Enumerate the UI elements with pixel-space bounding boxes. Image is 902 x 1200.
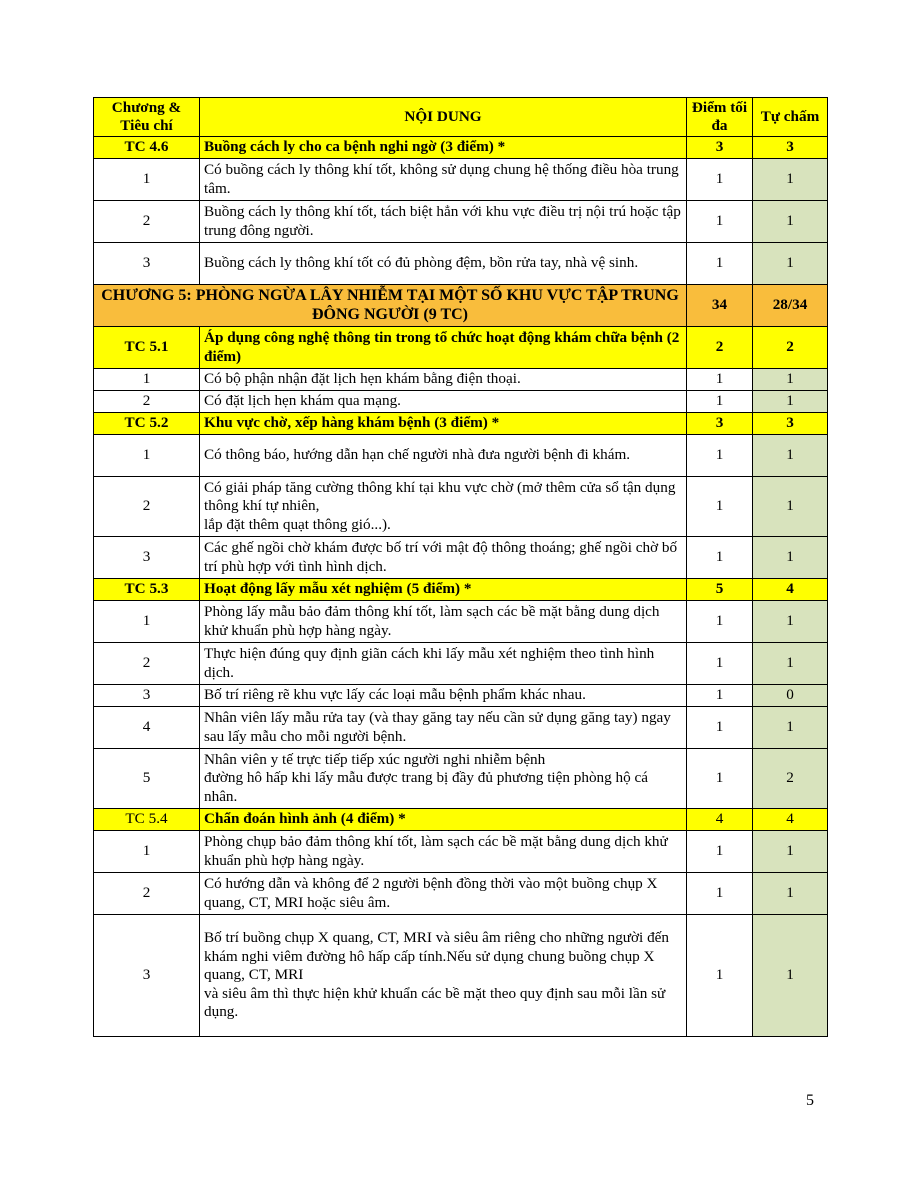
row-label: 1 (94, 435, 200, 477)
row-label: 2 (94, 391, 200, 413)
table-header-row (94, 98, 828, 137)
row-label: TC 5.1 (94, 327, 200, 369)
max-score: 1 (687, 243, 753, 285)
header-chapter-criteria: Chương & Tiêu chí (94, 98, 200, 137)
row-content: Các ghế ngồi chờ khám được bố trí với mật độ thông thoáng; ghế ngồi chờ bố trí phù hợp với tình hình dịch. (200, 537, 687, 579)
self-score: 1 (753, 537, 828, 579)
row-content: Áp dụng công nghệ thông tin trong tổ chức hoạt động khám chữa bệnh (2 điểm) (200, 327, 687, 369)
max-score: 1 (687, 435, 753, 477)
row-content: Có hướng dẫn và không để 2 người bệnh đồng thời vào một buồng chụp X quang, CT, MRI hoặc siêu âm. (200, 873, 687, 915)
row-label: TC 5.4 (94, 809, 200, 831)
table-row (94, 477, 828, 537)
self-score: 1 (753, 435, 828, 477)
row-content: Có giải pháp tăng cường thông khí tại khu vực chờ (mở thêm cửa sổ tận dụng thông khí tự nhiên, lắp đặt thêm quạt thông gió...). (200, 477, 687, 537)
max-score: 1 (687, 915, 753, 1037)
criterion-row (94, 137, 828, 159)
row-content: Buồng cách ly thông khí tốt, tách biệt hẳn với khu vực điều trị nội trú hoặc tập trung đông người. (200, 201, 687, 243)
criterion-row (94, 579, 828, 601)
criterion-row (94, 413, 828, 435)
table-row (94, 369, 828, 391)
row-label: 1 (94, 831, 200, 873)
max-score: 1 (687, 601, 753, 643)
max-score: 34 (687, 285, 753, 327)
self-score: 1 (753, 243, 828, 285)
row-label: 1 (94, 159, 200, 201)
row-label: 3 (94, 537, 200, 579)
row-label: 2 (94, 201, 200, 243)
max-score: 2 (687, 327, 753, 369)
self-score: 1 (753, 369, 828, 391)
self-score: 4 (753, 809, 828, 831)
self-score: 1 (753, 159, 828, 201)
row-content: Nhân viên lấy mẫu rửa tay (và thay găng tay nếu cần sử dụng găng tay) ngay sau lấy mẫu cho mỗi người bệnh. (200, 707, 687, 749)
max-score: 1 (687, 369, 753, 391)
row-content: Chẩn đoán hình ảnh (4 điểm) * (200, 809, 687, 831)
self-score: 1 (753, 601, 828, 643)
self-score: 1 (753, 707, 828, 749)
self-score: 28/34 (753, 285, 828, 327)
table-row (94, 601, 828, 643)
max-score: 1 (687, 685, 753, 707)
chapter-row (94, 285, 828, 327)
self-score: 1 (753, 201, 828, 243)
row-content: Phòng chụp bảo đảm thông khí tốt, làm sạch các bề mặt bằng dung dịch khử khuẩn phù hợp hàng ngày. (200, 831, 687, 873)
row-label: 3 (94, 915, 200, 1037)
row-content: Khu vực chờ, xếp hàng khám bệnh (3 điểm) * (200, 413, 687, 435)
self-score: 1 (753, 831, 828, 873)
row-label: 1 (94, 601, 200, 643)
max-score: 5 (687, 579, 753, 601)
header-content: NỘI DUNG (200, 98, 687, 137)
chapter-title: CHƯƠNG 5: PHÒNG NGỪA LÂY NHIỄM TẠI MỘT SỐ KHU VỰC TẬP TRUNG ĐÔNG NGƯỜI (9 TC) (94, 285, 687, 327)
row-label: 3 (94, 243, 200, 285)
max-score: 3 (687, 413, 753, 435)
max-score: 1 (687, 391, 753, 413)
row-label: 2 (94, 643, 200, 685)
self-score: 1 (753, 643, 828, 685)
self-score: 0 (753, 685, 828, 707)
self-score: 1 (753, 477, 828, 537)
table-row (94, 873, 828, 915)
self-score: 3 (753, 413, 828, 435)
row-content: Có buồng cách ly thông khí tốt, không sử dụng chung hệ thống điều hòa trung tâm. (200, 159, 687, 201)
row-content: Buồng cách ly cho ca bệnh nghi ngờ (3 điểm) * (200, 137, 687, 159)
table-row (94, 707, 828, 749)
row-content: Buồng cách ly thông khí tốt có đủ phòng đệm, bồn rửa tay, nhà vệ sinh. (200, 243, 687, 285)
row-content: Có đặt lịch hẹn khám qua mạng. (200, 391, 687, 413)
max-score: 1 (687, 749, 753, 809)
table-row (94, 831, 828, 873)
table-row (94, 201, 828, 243)
self-score: 3 (753, 137, 828, 159)
table-row (94, 685, 828, 707)
self-score: 1 (753, 391, 828, 413)
table-row (94, 159, 828, 201)
row-content: Nhân viên y tế trực tiếp tiếp xúc người nghi nhiễm bệnh đường hô hấp khi lấy mẫu được trang bị đầy đủ phương tiện phòng hộ cá nhân. (200, 749, 687, 809)
criteria-table (93, 97, 828, 1037)
row-content: Bố trí riêng rẽ khu vực lấy các loại mẫu bệnh phẩm khác nhau. (200, 685, 687, 707)
row-label: 2 (94, 477, 200, 537)
criterion-row (94, 327, 828, 369)
max-score: 3 (687, 137, 753, 159)
row-label: 2 (94, 873, 200, 915)
row-label: 1 (94, 369, 200, 391)
max-score: 1 (687, 831, 753, 873)
row-label: 4 (94, 707, 200, 749)
row-content: Hoạt động lấy mẫu xét nghiệm (5 điểm) * (200, 579, 687, 601)
max-score: 1 (687, 537, 753, 579)
self-score: 1 (753, 915, 828, 1037)
self-score: 2 (753, 749, 828, 809)
table-row (94, 749, 828, 809)
header-max-score: Điểm tối đa (687, 98, 753, 137)
row-content: Phòng lấy mẫu bảo đảm thông khí tốt, làm sạch các bề mặt bằng dung dịch khử khuẩn phù hợp hàng ngày. (200, 601, 687, 643)
row-label: 5 (94, 749, 200, 809)
table-row (94, 915, 828, 1037)
row-content: Bố trí buồng chụp X quang, CT, MRI và siêu âm riêng cho những người đến khám nghi viêm đường hô hấp cấp tính.Nếu sử dụng chung buồng chụp X quang, CT, MRI và siêu âm thì thực hiện khử khuẩn các bề mặt theo quy định sau mỗi lần sử dụng. (200, 915, 687, 1037)
row-label: 3 (94, 685, 200, 707)
max-score: 1 (687, 707, 753, 749)
page-number: 5 (806, 1092, 814, 1109)
table-row (94, 537, 828, 579)
row-label: TC 4.6 (94, 137, 200, 159)
table-row (94, 643, 828, 685)
row-content: Có bộ phận nhận đặt lịch hẹn khám bằng điện thoại. (200, 369, 687, 391)
table-body (94, 137, 828, 1037)
max-score: 1 (687, 201, 753, 243)
table-row (94, 435, 828, 477)
row-content: Thực hiện đúng quy định giãn cách khi lấy mẫu xét nghiệm theo tình hình dịch. (200, 643, 687, 685)
table-row (94, 391, 828, 413)
row-label: TC 5.3 (94, 579, 200, 601)
max-score: 1 (687, 643, 753, 685)
criterion-row (94, 809, 828, 831)
max-score: 1 (687, 159, 753, 201)
header-self-score: Tự chấm (753, 98, 828, 137)
max-score: 1 (687, 873, 753, 915)
self-score: 1 (753, 873, 828, 915)
self-score: 4 (753, 579, 828, 601)
max-score: 4 (687, 809, 753, 831)
max-score: 1 (687, 477, 753, 537)
self-score: 2 (753, 327, 828, 369)
row-label: TC 5.2 (94, 413, 200, 435)
table-row (94, 243, 828, 285)
row-content: Có thông báo, hướng dẫn hạn chế người nhà đưa người bệnh đi khám. (200, 435, 687, 477)
